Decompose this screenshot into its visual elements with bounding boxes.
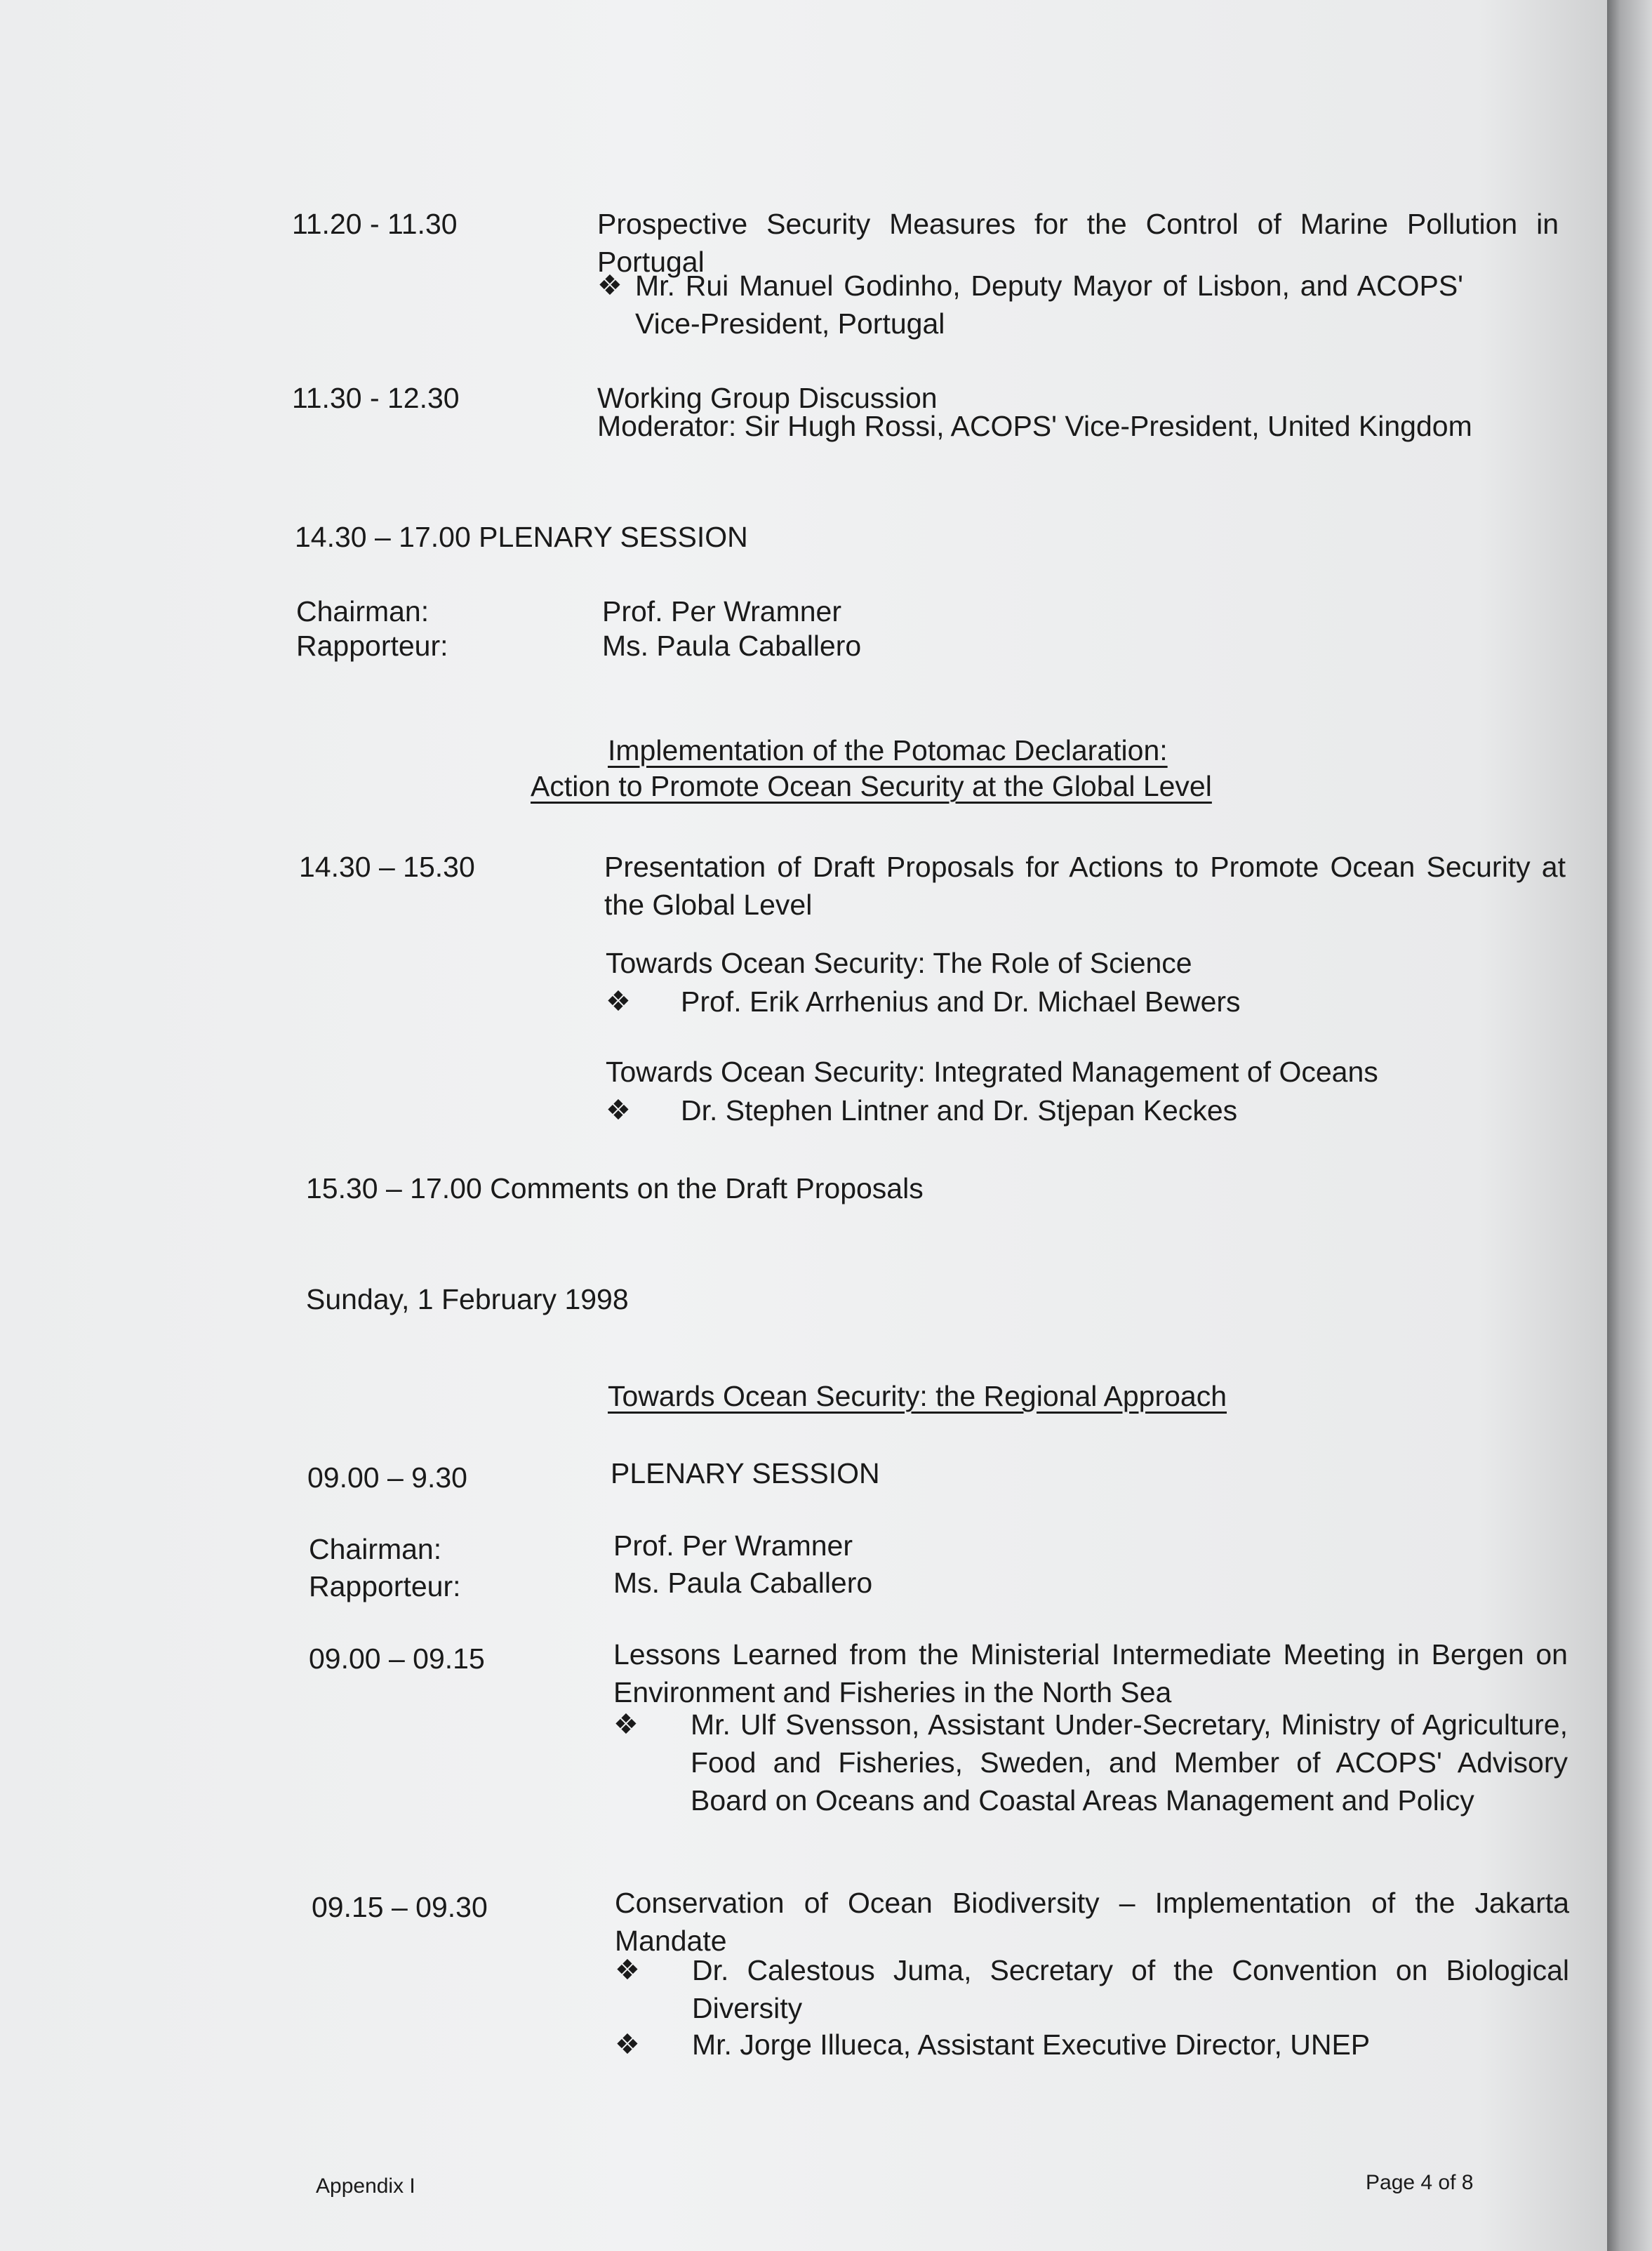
rapporteur-label: Rapporteur: — [296, 630, 448, 662]
speakers: Dr. Stephen Lintner and Dr. Stjepan Keckes — [681, 1094, 1238, 1127]
footer-page-number: Page 4 of 8 — [1366, 2171, 1474, 2194]
footer-appendix: Appendix I — [316, 2174, 415, 2198]
session-time: 14.30 – 15.30 — [299, 851, 475, 883]
session-title: Prospective Security Measures for the Control of Marine Pollution in Portugal — [597, 208, 1559, 278]
chairman-name: Prof. Per Wramner — [602, 595, 841, 628]
subtopic: Towards Ocean Security: The Role of Science — [606, 947, 1192, 979]
speaker: Dr. Calestous Juma, Secretary of the Convention on Biological Diversity — [692, 1954, 1569, 2024]
section-heading: Action to Promote Ocean Security at the Global Level — [531, 770, 1212, 802]
page-edge-shadow — [1607, 0, 1652, 2251]
plenary-heading: 14.30 – 17.00 PLENARY SESSION — [295, 521, 748, 553]
speaker: Mr. Jorge Illueca, Assistant Executive Director, UNEP — [692, 2028, 1371, 2061]
session-time: 09.15 – 09.30 — [312, 1891, 488, 1923]
speaker: Mr. Ulf Svensson, Assistant Under-Secretary, Ministry of Agriculture, Food and Fisheries, Sweden, and Member of ACOPS' Advisory Board on Oceans and Coastal Areas Management and Policy — [691, 1708, 1568, 1817]
session-title: Presentation of Draft Proposals for Actions to Promote Ocean Security at the Global Level — [604, 851, 1566, 921]
moderator: Moderator: Sir Hugh Rossi, ACOPS' Vice-President, United Kingdom — [597, 410, 1472, 442]
diamond-bullet-icon: ❖ — [615, 2029, 640, 2060]
chairman-name: Prof. Per Wramner — [613, 1529, 853, 1562]
session-line: 15.30 – 17.00 Comments on the Draft Proposals — [306, 1172, 924, 1204]
day-heading: Sunday, 1 February 1998 — [306, 1283, 629, 1315]
speakers: Prof. Erik Arrhenius and Dr. Michael Bewers — [681, 985, 1241, 1018]
session-time: 09.00 – 09.15 — [309, 1642, 485, 1675]
session-time: 11.20 - 11.30 — [292, 208, 458, 240]
chairman-label: Chairman: — [296, 595, 429, 628]
session-title: Working Group Discussion — [597, 382, 938, 414]
rapporteur-name: Ms. Paula Caballero — [602, 630, 862, 662]
session-time: 09.00 – 9.30 — [307, 1461, 467, 1494]
rapporteur-name: Ms. Paula Caballero — [613, 1567, 873, 1599]
diamond-bullet-icon: ❖ — [613, 1709, 639, 1740]
subtopic: Towards Ocean Security: Integrated Management of Oceans — [606, 1056, 1378, 1088]
session-title: Conservation of Ocean Biodiversity – Implementation of the Jakarta Mandate — [615, 1887, 1569, 1957]
diamond-bullet-icon: ❖ — [615, 1955, 640, 1986]
diamond-bullet-icon: ❖ — [597, 270, 622, 301]
rapporteur-label: Rapporteur: — [309, 1570, 461, 1602]
chairman-label: Chairman: — [309, 1533, 442, 1565]
session-title: PLENARY SESSION — [611, 1457, 880, 1489]
session-time: 11.30 - 12.30 — [292, 382, 460, 414]
speaker: Mr. Rui Manuel Godinho, Deputy Mayor of Lisbon, and ACOPS' Vice-President, Portugal — [635, 270, 1463, 340]
section-heading: Towards Ocean Security: the Regional Approach — [608, 1380, 1227, 1412]
session-title: Lessons Learned from the Ministerial Intermediate Meeting in Bergen on Environment and Fisheries in the North Sea — [613, 1638, 1568, 1708]
diamond-bullet-icon: ❖ — [606, 986, 631, 1017]
diamond-bullet-icon: ❖ — [606, 1095, 631, 1126]
section-heading: Implementation of the Potomac Declaration: — [608, 734, 1168, 766]
